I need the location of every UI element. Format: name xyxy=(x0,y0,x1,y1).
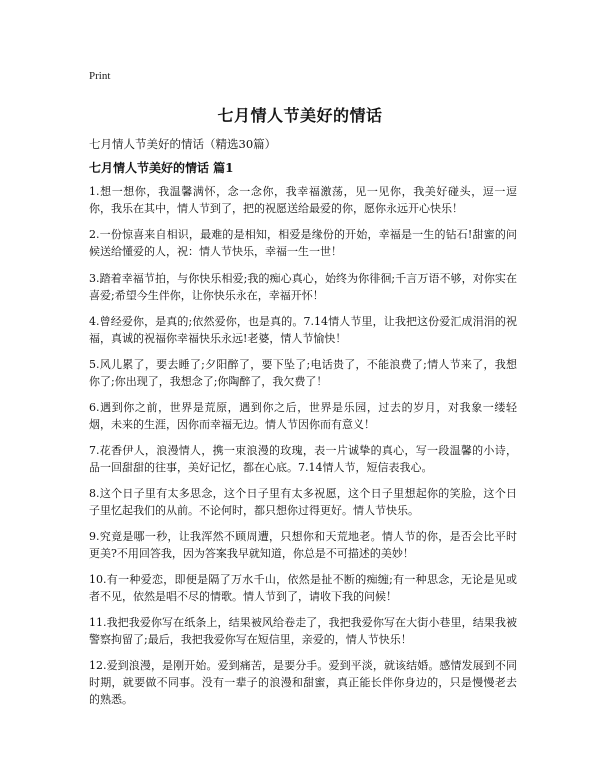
document-subtitle: 七月情人节美好的情话（精选30篇） xyxy=(89,137,277,151)
section-heading: 七月情人节美好的情话 篇1 xyxy=(89,161,234,175)
paragraph-11: 11.我把我爱你写在纸条上，结果被风给卷走了，我把我爱你写在大街小巷里，结果我被警察拘留了;最后，我把我爱你写在短信里，亲爱的，情人节快乐！ xyxy=(89,616,517,646)
paragraph-7: 7.花香伊人，浪漫情人，携一束浪漫的玫瑰，表一片诚挚的真心，写一段温馨的小诗，品一回甜甜的往事，美好记忆，都在心底。7.14情人节，短信表我心。 xyxy=(89,444,517,474)
document-title: 七月情人节美好的情话 xyxy=(217,106,383,125)
paragraph-8: 8.这个日子里有太多思念，这个日子里有太多祝愿，这个日子里想起你的笑脸，这个日子里忆起我们的从前。不论何时，都只想你过得更好。情人节快乐。 xyxy=(89,487,517,517)
paragraph-2: 2.一份惊喜来自相识，最难的是相知，相爱是缘份的开始，幸福是一生的钻石!甜蜜的问候送给懂爱的人，祝：情人节快乐，幸福一生一世！ xyxy=(89,228,517,258)
paragraph-5: 5.风儿累了，要去睡了;夕阳醉了，要下坠了;电话贵了，不能浪费了;情人节来了，我想你了;你出现了，我想念了;你陶醉了，我欠费了！ xyxy=(89,358,517,388)
paragraph-6: 6.遇到你之前，世界是荒原，遇到你之后，世界是乐园，过去的岁月，对我象一缕轻烟，未来的生涯，因你而幸福无边。情人节因你而有意义！ xyxy=(89,401,517,431)
paragraph-3: 3.踏着幸福节拍，与你快乐相爱;我的痴心真心，始终为你徘徊;千言万语不够，对你实在喜爱;希望今生伴你，让你快乐永在，幸福开怀！ xyxy=(89,272,517,302)
paragraph-1: 1.想一想你，我温馨满怀，念一念你，我幸福激荡，见一见你，我美好碰头，逗一逗你，我乐在其中，情人节到了，把的祝愿送给最爱的你，愿你永远开心快乐！ xyxy=(89,185,517,215)
paragraph-12: 12.爱到浪漫，是刚开始。爱到痛苦，是要分手。爱到平淡，就该结婚。感情发展到不同时期，就要做不同事。没有一辈子的浪漫和甜蜜，真正能长伴你身边的，只是慢慢老去的熟悉。 xyxy=(89,659,517,706)
paragraph-4: 4.曾经爱你，是真的;依然爱你，也是真的。7.14情人节里，让我把这份爱汇成涓涓的祝福，真诚的祝福你幸福快乐永远!老婆，情人节愉快！ xyxy=(89,315,517,345)
paragraph-9: 9.究竟是哪一秒，让我浑然不顾周遭，只想你和天荒地老。情人节的你，是否会比平时更美?不用回答我，因为答案我早就知道，你总是不可描述的美妙！ xyxy=(89,530,517,560)
print-link[interactable]: Print xyxy=(89,70,111,82)
paragraph-10: 10.有一种爱恋，即便是隔了万水千山，依然是扯不断的痴缠;有一种思念，无论是见或者不见，依然是唱不尽的情歌。情人节到了，请收下我的问候！ xyxy=(89,573,517,603)
